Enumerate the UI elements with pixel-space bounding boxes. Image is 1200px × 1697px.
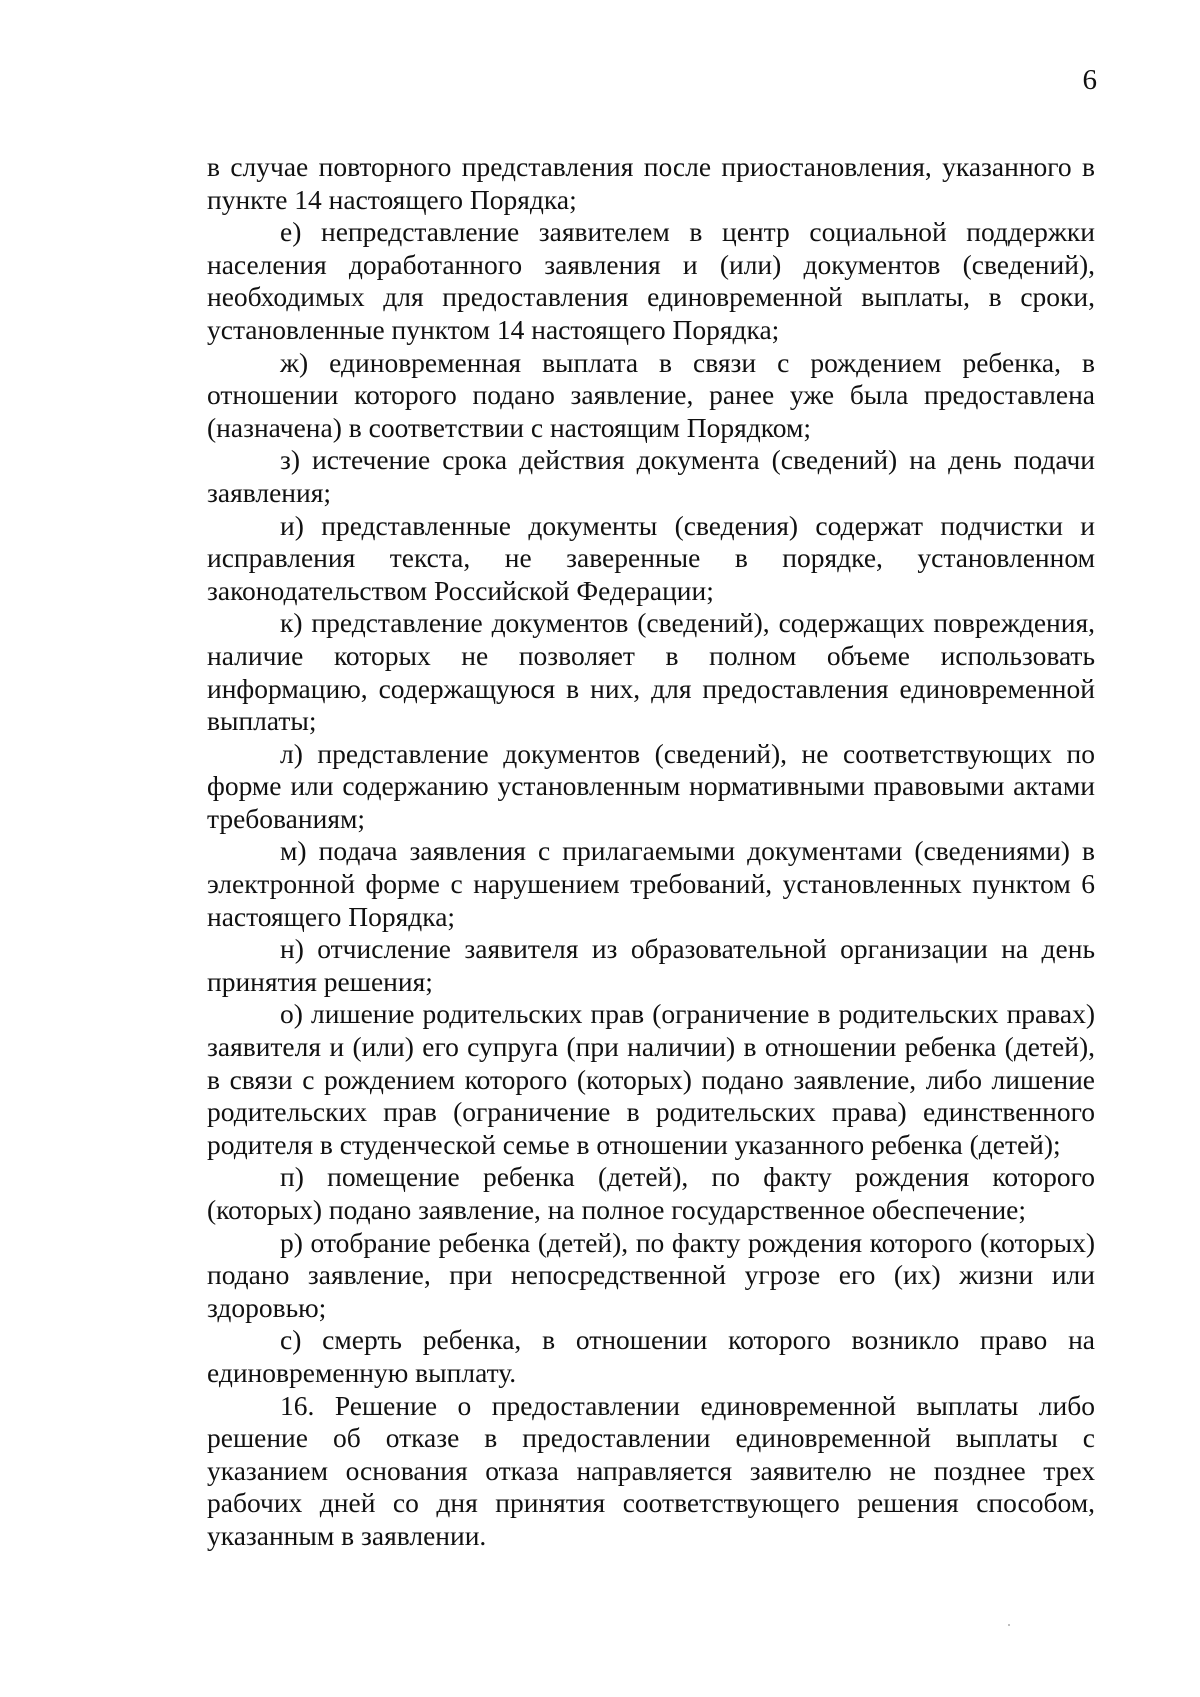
paragraph-item-m: м) подача заявления с прилагаемыми документами (сведениями) в электронной форме с нарушением требований, установленных пунктом 6 настоящего Порядка; [207, 835, 1095, 932]
paragraph-item-l: л) представление документов (сведений), не соответствующих по форме или содержанию установленным нормативными правовыми актами требованиям; [207, 737, 1095, 834]
paragraph-clause-16: 16. Решение о предоставлении единовременной выплаты либо решение об отказе в предоставлении единовременной выплаты с указанием основания отказа направляется заявителю не позднее трех рабочих дней со дня принятия соответствующего решения способом, указанным в заявлении. [207, 1389, 1095, 1551]
paragraph-continuation: в случае повторного представления после приостановления, указанного в пункте 14 настоящего Порядка; [207, 151, 1095, 215]
paragraph-item-p: п) помещение ребенка (детей), по факту рождения которого (которых) подано заявление, на полное государственное обеспечение; [207, 1161, 1095, 1225]
page-number: 6 [1082, 64, 1097, 96]
paragraph-item-o: о) лишение родительских прав (ограничение в родительских правах) заявителя и (или) его супруга (при наличии) в отношении ребенка (детей), в связи с рождением которого (которых) подано заявление, либо лишение родительских прав (ограничение в родительских права) единственного родителя в студенческой семье в отношении указанного ребенка (детей); [207, 998, 1095, 1160]
scan-artifact-dot [1008, 1624, 1010, 1626]
paragraph-item-i: и) представленные документы (сведения) содержат подчистки и исправления текста, не заверенные в порядке, установленном законодательством Российской Федерации; [207, 509, 1095, 606]
paragraph-item-n: н) отчисление заявителя из образовательной организации на день принятия решения; [207, 933, 1095, 997]
paragraph-item-k: к) представление документов (сведений), содержащих повреждения, наличие которых не позволяет в полном объеме использовать информацию, содержащуюся в них, для предоставления единовременной выплаты; [207, 607, 1095, 737]
paragraph-item-e: е) непредставление заявителем в центр социальной поддержки населения доработанного заявления и (или) документов (сведений), необходимых для предоставления единовременной выплаты, в сроки, установленные пунктом 14 настоящего Порядка; [207, 216, 1095, 345]
paragraph-item-r: р) отобрание ребенка (детей), по факту рождения которого (которых) подано заявление, при непосредственной угрозе его (их) жизни или здоровью; [207, 1226, 1095, 1323]
paragraph-item-z: з) истечение срока действия документа (сведений) на день подачи заявления; [207, 444, 1095, 508]
paragraph-item-s: с) смерть ребенка, в отношении которого возникло право на единовременную выплату. [207, 1324, 1095, 1388]
document-body [207, 151, 1095, 1553]
paragraph-item-zh: ж) единовременная выплата в связи с рождением ребенка, в отношении которого подано заявление, ранее уже была предоставлена (назначена) в соответствии с настоящим Порядком; [207, 346, 1095, 443]
